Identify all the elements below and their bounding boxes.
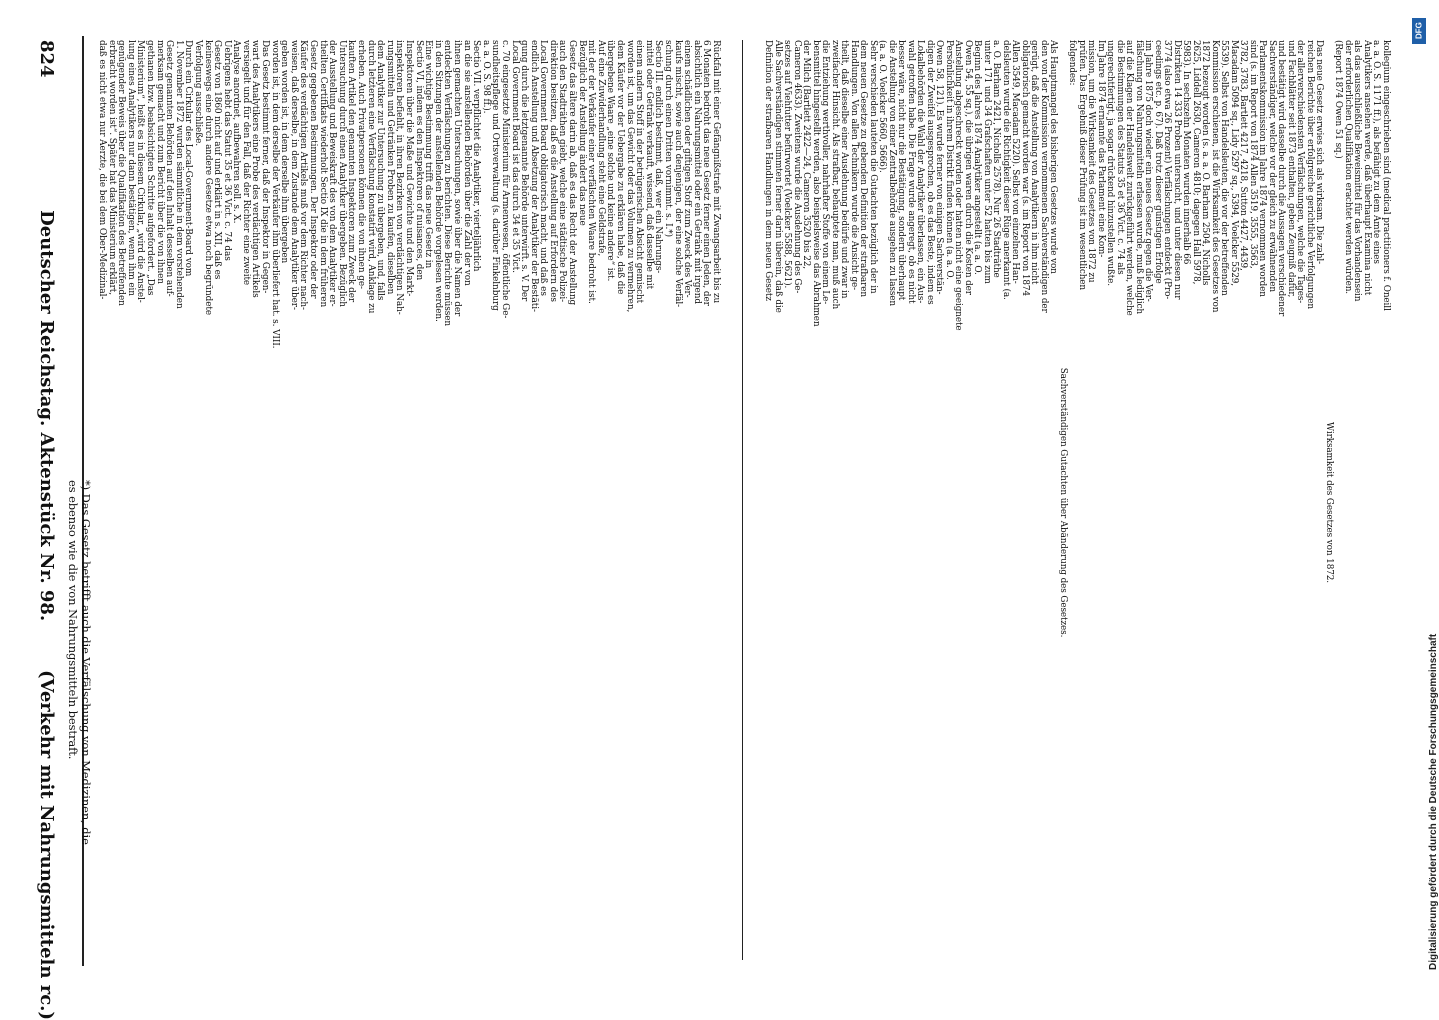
column-right-line: folgendes:: [1067, 40, 1078, 86]
column-left-line: 1. November 1872 wurden sämmtliche in dem vorstehenden: [173, 40, 184, 309]
column-right-line: Sehr verschieden lauteten die Gutachten bezüglich der in: [868, 40, 878, 294]
column-right-line: Beginn des Jahres 1874 Analytiker angestellt (a. a. O.: [972, 40, 983, 275]
column-right-line: Anstellung abgeschreckt worden oder hatten nicht eine geeignete: [953, 40, 964, 331]
column-right-line: Owen 58, 121). Es wurde ferner von einigen Sachverstän-: [934, 40, 945, 295]
column-right-line: zweifacher Hinsicht. Als strafbar, behauptete man, muß auch: [830, 40, 840, 310]
column-right-line: Alle Sachverständigen stimmten ferner darin überein, daß die: [773, 40, 783, 313]
column-left-line: merksam gemacht und zum Bericht über die von ihnen: [154, 40, 165, 284]
column-right-line: Definition der strafbaren Handlungen in dem neuen Gesetz: [763, 40, 774, 301]
column-left-line: durch letzteren eine Verfälschung konstatirt wird, Anklage zu: [365, 40, 376, 314]
column-left-line: Verfolgung ausschließe.: [192, 40, 203, 146]
column-left-line: Gesetz genannten Behörden auf den Inhalt desselben auf-: [164, 40, 175, 297]
column-right-line: den von der Kommission vernommenen Sachverständigen der: [1039, 40, 1049, 313]
section-heading: Sachverständigen Gutachten über Abänderung des Gesetzes.: [1058, 367, 1068, 638]
column-left-line: wart des Analytikers eine Probe des verdächtigen Artikels: [250, 40, 261, 298]
page-title-right: (Verkehr mit Nahrungsmitteln rc.): [36, 670, 57, 1020]
column-right-line: bensmittel hingestellt werden, also beispielsweise das Abrahmen: [811, 40, 821, 327]
column-right-line: im Jahre 1875 doch wieder ein neues Gesetz gegen die Ver-: [1143, 40, 1154, 302]
column-left-line: Käufer des verdächtigen Artikels muß vor dem Richter nach-: [298, 40, 309, 310]
column-right-line: 3774 (also etwa 26 Prozent) Verfälschungen entdeckt (Pro-: [1162, 40, 1173, 300]
column-left-line: weisen, daß derselbe, in dem Zustande dem Analytiker über-: [288, 40, 299, 310]
column-right-line: Das neue Gesetz erwies sich als wirksam. Die zahl-: [1314, 40, 1325, 265]
column-left-line: c. 70 eingesetzte Ministerium für Armenwesen, öffentliche Ge-: [499, 40, 510, 319]
column-right-line: 3782, 3783, Bartlett 4217, 4218, Sutton 4427, 4439,: [1238, 40, 1249, 271]
column-left-line: mittel oder Getränk verkauft, wissend, daß dasselbe mit: [643, 40, 654, 290]
digitization-credit: [1408, 10, 1439, 990]
column-left-line: an die sie anstellenden Behörden über die Zahl der von: [461, 40, 472, 286]
column-left-line: Eine wichtige Bestimmung trifft das neue Gesetz in: [423, 40, 434, 269]
column-left-line: einem schädlichen oder giftigen Stoff zum Zweck des Ver-: [682, 40, 693, 298]
column-left: [96, 40, 720, 965]
column-left-line: erbracht worden ist“. Später hat das Ministerium erklärt,: [106, 40, 117, 295]
column-right-line: Macadam 5094 sq., Lidy 5297 sq., 5394, Voelcker 5529,: [1229, 40, 1239, 287]
column-right-line: die Anstellung von einer Zentralbehörde ausgehen zu lassen: [887, 40, 897, 306]
column-left-line: daß es nicht etwa nur Aerzte, die bei dem Ober-Medizinal-: [97, 40, 107, 300]
column-right-line: die Entziehung werthvoller, nahrhafter Stoffe von einem Le-: [820, 40, 831, 305]
column-left-line: Gesetz von 1860 nicht auf und erklärt in s. XII, daß es: [212, 40, 223, 280]
column-right-line: reichen Berichte über erfolgreiche gerichtliche Verfolgungen: [1305, 40, 1315, 309]
column-right-line: Handlungen. Von allen Technikern wurde die Ansicht ge-: [849, 40, 859, 291]
footnote-line: *) Das Gesetz betrifft auch die Verfälschung von Medizinen, die: [79, 480, 93, 845]
column-right-line: theilt, daß dieselbe einer Ausdehnung bedürfe und zwar in: [839, 40, 850, 299]
column-right-line: a. a. O. S. 1171 ff.), als befähigt zu dem Amte eines: [1371, 40, 1382, 264]
column-right-line: unter 171 und 34 Grafschaften unter 52 hatten bis zum: [982, 40, 992, 284]
column-right-line: Sachverständiger, welche vor der gleich zu erwähnenden: [1267, 40, 1277, 292]
column-left-line: endlich Anstellung und Absetzung der Analytiker der Bestäti-: [528, 40, 539, 312]
column-left-line: der Ausstellung und Beweiskraft des von dem Analytiker er-: [327, 40, 338, 307]
column-right-line: ungerechtfertigt, ja sogar drückend hinzustellen wußte.: [1105, 40, 1116, 286]
column-left-line: Durch ein Cirkular des Local-Government-Board vom: [183, 40, 194, 277]
column-right-line: delsleuten wurde die Richtigkeit dieser Rüge anerkannt (a.: [1001, 40, 1011, 300]
column-right-line: gerügt, daß die Anstellung von Analytikern in ihm nicht: [1029, 40, 1040, 285]
column-left-line: direktion besitzen, daß es die Anstellung auf Erfordern des: [547, 40, 558, 302]
page-number: 824: [36, 40, 57, 78]
column-right-line: setzes auf Viehfutter befürwortet (Voelcker 5588, 5621).: [782, 40, 793, 289]
footnote-line: es ebenso wie die von Nahrungsmitteln bestraft.: [66, 480, 81, 760]
column-right-line: der Milch (Bartlett 2422—24, Cameron 3520 bis 22,: [801, 40, 812, 269]
column-left-line: erheben. Auch Privatpersonen können die von ihnen ge-: [356, 40, 367, 289]
column-right-line: der allerverschiedensten Verfälschungen, welche die Tages-: [1295, 40, 1306, 304]
column-left-line: sundheitspflege und Ortsverwaltung (s. darüber Finkelnburg: [490, 40, 501, 311]
column-right-line: dem neuen Gesetze zu gebenden Definition der strafbaren: [858, 40, 869, 297]
column-left-line: Uebrigens hebt das Statut 35 et 36 Vict. c. 74 das: [221, 40, 232, 261]
column-right-line: der erforderlichen Qualifikation erachtet werden würden.: [1343, 40, 1353, 295]
column-left-line: Gesetz das ältere darin ab, daß es das Recht der Anstellung: [567, 40, 578, 306]
column-left-line: rungsmitteln und Getränken Proben zu kaufen, dieselben: [384, 40, 395, 295]
column-divider: [742, 40, 743, 960]
column-left-line: Sectio VII. verpflichtet die Analytiker, vierteljährlich: [471, 40, 482, 272]
column-left-line: einem andern Stoff in der betrügerischen Absicht gemischt: [634, 40, 645, 304]
column-right-line: kollegium eingeschrieben sind (medical practitioners f. Oneill: [1381, 40, 1391, 311]
column-left-line: inspektoren befiehlt, in ihren Bezirken von verdächtigen Nah-: [394, 40, 405, 315]
dfg-logo: DFG: [1412, 18, 1426, 44]
column-left-line: worden ist, in dem derselbe der Verkäufer ihm überliefert hat. s. VIII.: [269, 40, 280, 349]
column-left-line: mit der der Verkäufer einer verfälschten Waare bedroht ist.: [586, 40, 597, 304]
column-left-line: Sectio VI, indem es den Inspektoren of nuisances, den: [413, 40, 424, 281]
column-left-line: gung durch die letztgenannte Behörde unterwirft. s. V. Der: [519, 40, 530, 302]
column-left-line: Gesetz gegebenen Bestimmungen. Der Inspektor oder der: [308, 40, 319, 299]
column-left-line: Sectio III. endlich bestimmt, daß, wer ein Nahrungs-: [653, 40, 664, 274]
column-left-line: auch den Stadträthen giebt, welche eine städtische Polizei-: [557, 40, 568, 303]
column-right-line: und bestätigt wird dasselbe durch die Aussagen verschiedener: [1276, 40, 1287, 317]
column-right-line: Kommission erschienen, ist die Wirksamkeit des Gesetzes von: [1210, 40, 1220, 313]
column-right-line: 1872 bezeugt worden (s. a. a. O. Barham 2504, Nicholls: [1200, 40, 1211, 286]
column-left-line: kaufs mischt, sowie auch denjenigen, der eine solche Verfäl-: [672, 40, 683, 308]
column-right-line: und Fachblätter seit 1873 enthalten, geben Zeugniß dafür,: [1286, 40, 1296, 298]
column-left-line: worden ist, um das Gewicht oder das Volumen zu vermehren,: [624, 40, 635, 313]
column-right-line: digen der Zweifel ausgesprochen, ob es das Beste, indem es: [925, 40, 935, 305]
column-left-line: gethanen bzw. beabsichtigten Schritte aufgefordert. „Das: [144, 40, 155, 296]
column-left-line: geben worden ist, in dem derselbe ihm übergeben: [279, 40, 290, 264]
column-left-line: versiegelt und für den Fall, daß der Richter eine zweite: [240, 40, 251, 286]
column-left-line: Rückfall mit einer Gefängnißstrafe mit Zwangsarbeit bis zu: [711, 40, 721, 304]
page-title-left: Deutscher Reichstag. Aktenstück Nr. 98.: [36, 210, 57, 622]
column-left-line: dem Käufer vor der Uebergabe zu erklären habe, daß die: [615, 40, 626, 295]
column-right-line: Im Jahre 1874 ernannte das Parlament eine Kom-: [1096, 40, 1106, 258]
column-left-line: kauften Artikel den genannten Inspektoren zum Zweck der: [346, 40, 357, 303]
column-right-line: a. O. Barham 2421, Nicholls 2578). Nur 26 Stadträthe: [991, 40, 1002, 278]
column-left-line: absichtlich ein Nahrungsmittel oder ein Getränk mit irgend: [691, 40, 702, 304]
column-right: [763, 40, 1390, 965]
column-left-line: Local Government Board obligatorisch macht, und daß es: [538, 40, 549, 296]
column-right-line: besser wäre, nicht nur die Bestätigung, sondern überhaupt: [896, 40, 907, 301]
column-left-line: Das Gesetz bestimmt ferner, daß der Inspektor in Gegen-: [260, 40, 271, 294]
column-right-line: (Report 1874 Owen 51 sq.): [1333, 40, 1344, 159]
column-right-line: Distrikten 14 333 Proben untersucht, und unter diesen nur: [1172, 40, 1182, 300]
column-right-line: Owen 54, 55 sq.), die übrigen waren durch die Kosten der: [963, 40, 973, 295]
column-left-line: schung durch einen Dritten vornimmt. s. I.*): [663, 40, 674, 237]
column-left-line: Local Government Board ist das durch 34 et 35 Vict.: [509, 40, 520, 273]
column-left-line: a. a. O. S. 98 ff.).: [480, 40, 491, 114]
column-left-line: Ministerium“, heißt es in diesem Cirkular, „wird die Anstel-: [135, 40, 146, 303]
column-right-line: ceedings etc. p. 67). Daß trotz dieser günstigen Erfolge: [1153, 40, 1163, 284]
column-left-line: übergebene Waare „eine solche und keine andere“ ist.: [605, 40, 616, 282]
column-right-line: 2625, Liddell 2630, Cameron 4810; dagegen Hall 5978,: [1191, 40, 1201, 285]
column-right-line: mission, um die Wirksamkeit des Gesetzes von 1872 zu: [1086, 40, 1097, 283]
column-right-line: (a. a. O. Voelcker 5660, 5666).: [877, 40, 888, 173]
column-right-line: Allen 3549, Macadam 5220). Selbst von einzelnen Han-: [1010, 40, 1021, 284]
column-left-line: entdeckten Verfälschungen zu berichten. Diese Berichte müssen: [442, 40, 453, 327]
column-right-line: Lokalbehörden die Wahl der Analytiker überlassen, ein Aus-: [915, 40, 926, 304]
column-left-line: Auf eine Zuwiderhandlung steht eine Geldstrafe,: [595, 40, 606, 257]
column-right-line: 5983). In sechszehn Monaten wurden innerhalb 66: [1181, 40, 1192, 265]
section-heading: Wirksamkeit des Gesetzes von 1872.: [1324, 422, 1334, 583]
column-right-line: obligatorisch gemacht worden war (s. im Report von 1874: [1020, 40, 1030, 296]
column-left-line: ihnen gemachten Untersuchungen, sowie über die Namen der: [451, 40, 462, 317]
column-right-line: Persönlichkeit in ihrem Distrikt finden können (a. a. O.: [944, 40, 954, 280]
column-left-line: dem Analytiker zur Untersuchung zu übergeben, und, falls: [375, 40, 386, 301]
column-right-line: Als Hauptmangel des bisherigen Gesetzes wurde von: [1048, 40, 1059, 274]
column-right-line: die Bestimmungen des Statuts 35 et 36 Vict. c. 74 als: [1115, 40, 1125, 275]
column-right-line: Parlamentskommission im Jahre 1874 vernommen worden: [1257, 40, 1268, 297]
column-left-line: theilten Certifikats wiederholt Sectio IX die in dem früheren: [317, 40, 328, 308]
column-left-line: Untersuchung durch einen Analytiker übergeben. Bezüglich: [336, 40, 347, 307]
column-left-line: Inspektoren über die Maße und Gewichte und den Markt-: [404, 40, 414, 297]
column-right-line: auf die Klagen der Handelswelt zurückgeführt werden, welche: [1124, 40, 1135, 316]
column-right-line: Analytikers ansehen werde, daß überhaupt Examina nicht: [1362, 40, 1372, 296]
credit-text: Digitalisierung gefördert durch die Deutsche Forschungsgemeinschaft: [1428, 633, 1439, 970]
column-right-line: sind (s. im Report von 1874 Allen 3519, 3555, 3563,: [1248, 40, 1258, 269]
footnote: [67, 480, 92, 950]
column-right-line: fälschung von Nahrungsmitteln erlassen wurde, muß lediglich: [1134, 40, 1144, 314]
column-right-line: 5539). Selbst von Handelsleuten, die vor der betreffenden: [1219, 40, 1230, 296]
column-left-line: Bezüglich der Anstellung ändert das neue: [576, 40, 587, 226]
column-left-line: in den Sitzungen der anstellenden Behörde vorgelesen werden.: [432, 40, 443, 322]
column-right-line: prüfen. Das Ergebniß dieser Prüfung ist im wesentlichen: [1077, 40, 1087, 291]
column-left-line: lung eines Analytikers nur dann bestätigen, wenn ihm ein: [125, 40, 136, 296]
column-left-line: Analyse anordnet, aufbewahren soll. s. X.: [231, 40, 242, 224]
column-right-line: als das ausschließliche Beweismittel für das Vorhandensein: [1352, 40, 1363, 302]
column-right-line: Cameron 4633). Zweitens wurde die Ausdehnung des Ge-: [792, 40, 802, 294]
column-left-line: genügender Beweis über die Qualifikation des Betreffenden: [116, 40, 127, 306]
column-left-line: 6 Monaten bedroht das neue Gesetz ferner einen Jeden, der: [701, 40, 712, 306]
column-left-line: keineswegs eine durch andere Gesetze etwa noch begründete: [202, 40, 213, 316]
column-right-line: wahl getroffen habe. Die Frage wurde angeregt, ob es nicht: [906, 40, 916, 304]
